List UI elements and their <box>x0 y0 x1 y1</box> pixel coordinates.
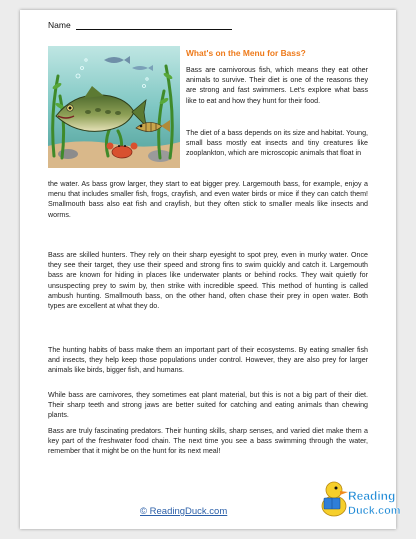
article-title: What's on the Menu for Bass? <box>186 48 306 58</box>
paragraph-4: The hunting habits of bass make them an important part of their ecosystems. By eating smaller fish and insects, they help keep those populations under control. However, they are also prey for larger animals like birds, bigger fish, and humans. <box>48 346 368 375</box>
paragraph-3: Bass are skilled hunters. They rely on their sharp eyesight to spot prey, even in murky water. Once they see their target, they use their speed and strong fins to swim quickly and catch it. Largemouth bass are known for hiding in places like underwater plants or behind rocks. They wait quietly for unsuspecting prey to swim by, then strike with incredible speed. This method of hunting is called ambush hunting. Smallmouth bass, on the other hand, often chase their prey in open water. Both types are excellent at what they do. <box>48 251 368 311</box>
readingduck-link[interactable]: © ReadingDuck.com <box>140 506 228 517</box>
logo-text-line2: Duck.com <box>348 505 401 517</box>
paragraph-2-top: The diet of a bass depends on its size and habitat. Young, small bass mostly eat insects and tiny creatures like zooplankton, which are microscopic animals that float in <box>186 129 368 158</box>
bass-illustration <box>48 46 180 168</box>
paragraph-6: Bass are truly fascinating predators. Their hunting skills, sharp senses, and varied diet make them a key part of the freshwater food chain. The next time you see a bass swimming through the water, remember that it might be on the hunt for its next meal! <box>48 427 368 456</box>
paragraph-2-continued: the water. As bass grow larger, they start to eat bigger prey. Largemouth bass, for example, enjoy a menu that includes smaller fish, frogs, crayfish, and even water birds or mice if they can catch them! Smallmouth bass also eat fish and crayfish, but they often stick to smaller meals like insects and worms. <box>48 180 368 219</box>
name-field-row <box>48 20 232 30</box>
paragraph-1: Bass are carnivorous fish, which means they eat other animals to survive. Their diet is one of the reasons they are strong and fast swimmers. Let's explore what bass like to eat and how they hunt for their food. <box>186 66 368 105</box>
worksheet-page <box>20 10 401 529</box>
logo-text-line1: Reading <box>348 489 396 503</box>
readingduck-logo <box>318 468 401 524</box>
paragraph-5: While bass are carnivores, they sometimes eat plant material, but this is not a big part of their diet. Their sharp teeth and strong jaws are better suited for catching and eating animals than chewing plants. <box>48 391 368 420</box>
name-label: Name <box>48 20 71 30</box>
name-input-line[interactable] <box>76 21 232 30</box>
